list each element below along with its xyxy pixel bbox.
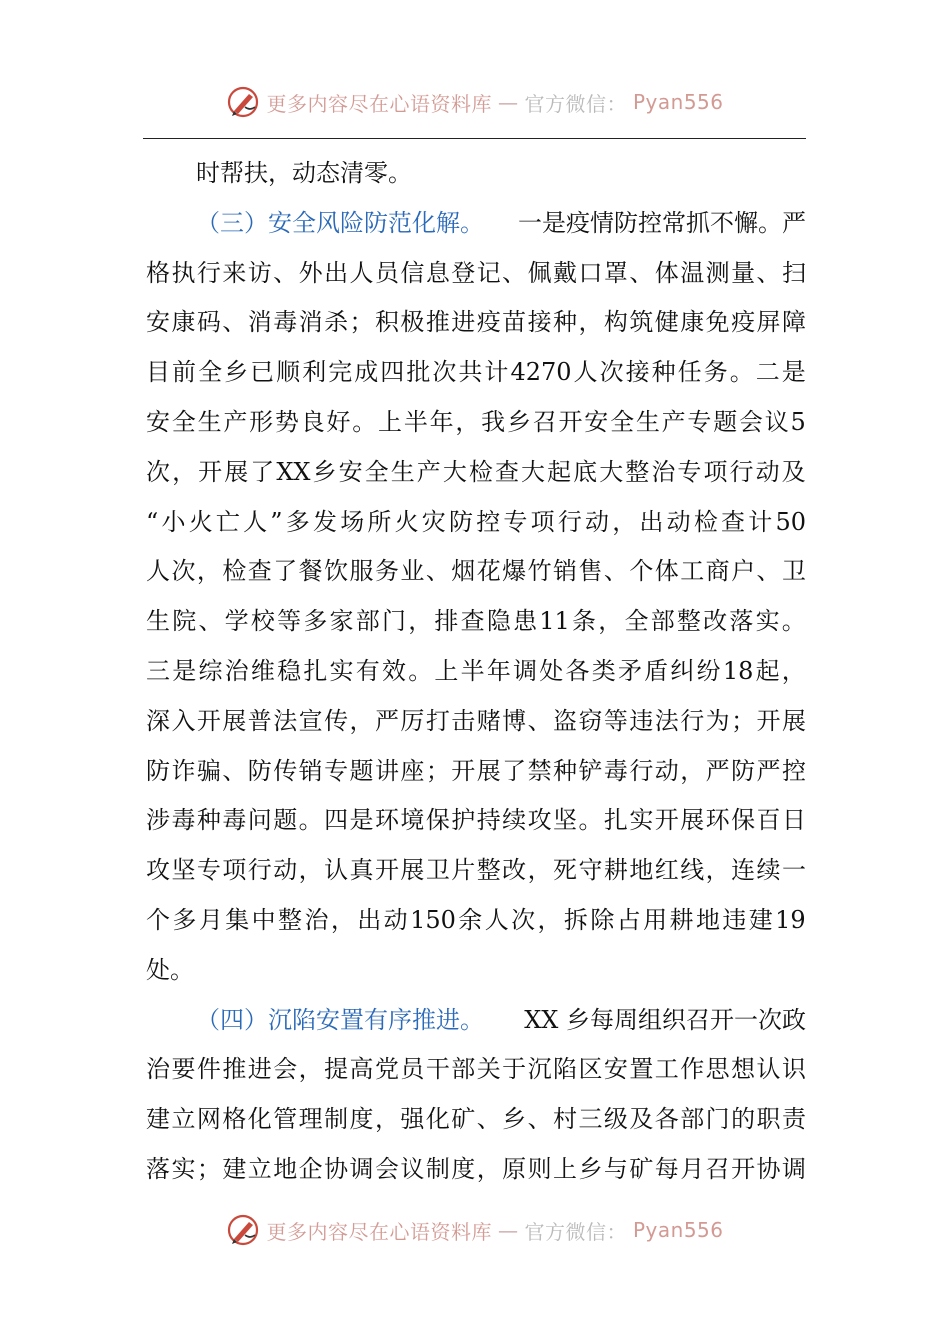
watermark-wechat-id: Pyan556 <box>632 90 724 114</box>
paragraph-line-text: 防 诈 骗 、 防 传 销 专 题 讲 座 ； 开 展 了 禁 种 铲 毒 行 动 ， 严 防 严 控 <box>146 756 806 785</box>
pen-logo-icon <box>226 1213 260 1247</box>
paragraph-line <box>146 298 806 348</box>
paragraph-line <box>146 498 806 548</box>
footer-watermark <box>0 1210 950 1250</box>
watermark-site-text: 更多内容尽在心语资料库 <box>266 91 492 116</box>
document-body <box>146 149 806 1195</box>
paragraph-line <box>146 796 806 846</box>
paragraph-line <box>146 896 806 946</box>
paragraph-first-line <box>146 996 806 1046</box>
paragraph-line <box>146 398 806 448</box>
pen-logo-icon <box>226 85 260 119</box>
paragraph-line <box>146 647 806 697</box>
watermark-official-label: 官方微信： <box>524 1219 627 1244</box>
paragraph-line-text: 安 康 码 、 消 毒 消 杀 ； 积 极 推 进 疫 苗 接 种 ， 构 筑 健 康 免 疫 屏 障 <box>146 308 806 337</box>
watermark-dash: — <box>497 1218 519 1242</box>
paragraph-line <box>146 149 806 199</box>
watermark-official-label: 官方微信： <box>524 91 627 116</box>
paragraph-line-text: 时帮扶，动态清零。 <box>196 159 412 187</box>
paragraph-line <box>146 846 806 896</box>
header-watermark <box>0 82 950 122</box>
watermark-site-text: 更多内容尽在心语资料库 <box>266 1219 492 1244</box>
paragraph-line-text: 处。 <box>146 955 194 984</box>
paragraph-line-text: 深 入 开 展 普 法 宣 传 ， 严 厉 打 击 赌 博 、 盗 窃 等 违 法 行 为 ； 开 展 <box>146 706 806 735</box>
paragraph-line-text: 建 立 网 格 化 管 理 制 度 ， 强 化 矿 、 乡 、 村 三 级 及 各 部 门 的 职 责 <box>146 1105 806 1134</box>
paragraph-line <box>146 1095 806 1145</box>
paragraph-line <box>146 547 806 597</box>
paragraph-line <box>146 249 806 299</box>
section-heading-safety: （三）安全风险防范化解。 <box>196 208 484 237</box>
paragraph-line-text: 一是疫情防控常抓不懈。严 <box>518 208 806 237</box>
paragraph-line-text: 个 多 月 集 中 整 治 ， 出 动 150 余 人 次 ， 拆 除 占 用 耕 地 违 建 19 <box>146 905 806 934</box>
paragraph-line-text: 攻 坚 专 项 行 动 ， 认 真 开 展 卫 片 整 改 ， 死 守 耕 地 红 线 ， 连 续 一 <box>146 856 806 885</box>
paragraph-line-text: 三 是 综 治 维 稳 扎 实 有 效 。 上 半 年 调 处 各 类 矛 盾 纠 纷 18 起 ， <box>146 656 806 685</box>
paragraph-line <box>146 1045 806 1095</box>
paragraph-first-line <box>146 199 806 249</box>
paragraph-line <box>146 448 806 498</box>
section-heading-resettlement: （四）沉陷安置有序推进。 <box>196 1005 484 1034</box>
paragraph-line-text: 落 实 ； 建 立 地 企 协 调 会 议 制 度 ， 原 则 上 乡 与 矿 每 月 召 开 协 调 <box>146 1154 806 1183</box>
paragraph-line-text: “ 小 火 亡 人 ” 多 发 场 所 火 灾 防 控 专 项 行 动 ， 出 动 检 查 计 50 <box>146 507 806 536</box>
paragraph-line-text: XX 乡每周组织召开一次政 <box>524 1005 806 1034</box>
paragraph-line-text: 涉 毒 种 毒 问 题 。 四 是 环 境 保 护 持 续 攻 坚 。 扎 实 开 展 环 保 百 日 <box>146 806 806 835</box>
header-divider <box>143 138 806 139</box>
paragraph-line-text: 格 执 行 来 访 、 外 出 人 员 信 息 登 记 、 佩 戴 口 罩 、 体 温 测 量 、 扫 <box>146 258 806 287</box>
paragraph-line-text: 人 次 ， 检 查 了 餐 饮 服 务 业 、 烟 花 爆 竹 销 售 、 个 体 工 商 户 、 卫 <box>146 557 806 586</box>
paragraph-line <box>146 597 806 647</box>
paragraph-line-text: 次 ， 开 展 了 XX 乡 安 全 生 产 大 检 查 大 起 底 大 整 治 专 项 行 动 及 <box>146 457 806 486</box>
paragraph-line-text: 生 院 、 学 校 等 多 家 部 门 ， 排 查 隐 患 11 条 ， 全 部 整 改 落 实 。 <box>146 607 806 636</box>
watermark-dash: — <box>497 90 519 114</box>
paragraph-line <box>146 697 806 747</box>
paragraph-line <box>146 1145 806 1195</box>
paragraph-line-text: 目 前 全 乡 已 顺 利 完 成 四 批 次 共 计 4270 人 次 接 种 任 务 。 二 是 <box>146 358 806 387</box>
paragraph-line <box>146 348 806 398</box>
paragraph-line <box>146 946 806 996</box>
paragraph-line-text: 治 要 件 推 进 会 ， 提 高 党 员 干 部 关 于 沉 陷 区 安 置 工 作 思 想 认 识 <box>146 1055 806 1084</box>
paragraph-line-text: 安 全 生 产 形 势 良 好 。 上 半 年 ， 我 乡 召 开 安 全 生 产 专 题 会 议 5 <box>146 407 806 436</box>
watermark-wechat-id: Pyan556 <box>632 1218 724 1242</box>
paragraph-line <box>146 747 806 797</box>
